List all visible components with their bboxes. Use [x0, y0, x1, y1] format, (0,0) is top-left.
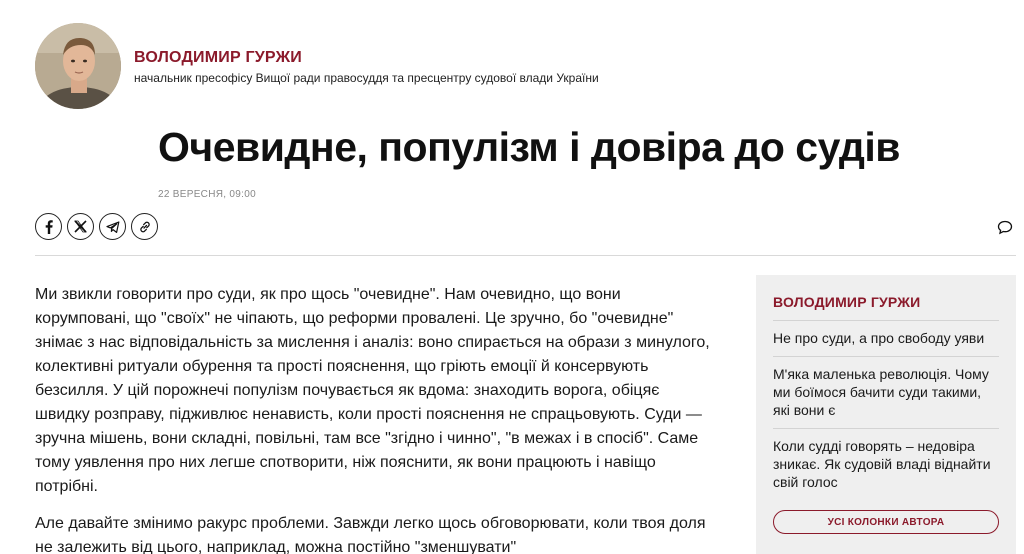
comments-icon[interactable]: [997, 220, 1013, 240]
author-name[interactable]: ВОЛОДИМИР ГУРЖИ: [134, 49, 302, 66]
share-buttons: [35, 213, 158, 240]
header-divider: [35, 255, 1016, 256]
article-title: Очевидне, популізм і довіра до судів: [158, 124, 900, 170]
share-facebook-button[interactable]: [35, 213, 62, 240]
share-x-button[interactable]: [67, 213, 94, 240]
x-icon: [74, 220, 87, 233]
sidebar-column-link[interactable]: Коли судді говорять – недовіра зникає. Як судовій владі віднайти свій голос: [773, 428, 999, 500]
share-telegram-button[interactable]: [99, 213, 126, 240]
sidebar-author-name[interactable]: ВОЛОДИМИР ГУРЖИ: [773, 294, 921, 310]
link-icon: [138, 220, 152, 234]
article-paragraph: Ми звикли говорити про суди, як про щось "очевидне". Нам очевидно, що вони корумповані, що "своїх" не чіпають, що реформи провалені. Це зручно, бо "очевидне" знімає з нас відповідальність за мислення і аналіз: воно спирається на образи з минулого, колективні ритуали обурення та прості пояснення, що гріють емоції й консервують безсилля. У цій порожнечі популізм почувається як вдома: знаходить ворога, обіцяє швидку розправу, підживлює ненависть, коли прості пояснення не спрацьовують. Суди — зручна мішень, вони складні, повільні, там все "згідно і чинно", "в межах і в спосіб". Саме тому уявлення про них легше спотворити, ніж пояснити, як вони працюють і навіщо потрібні.: [35, 286, 710, 495]
article-paragraph: Але давайте змінимо ракурс проблеми. Завжди легко щось обговорювати, коли твоя доля не залежить від цього, наприклад, можна постійно "зменшувати": [35, 515, 706, 554]
sidebar-column-link[interactable]: М'яка маленька революція. Чому ми боїмося бачити суди такими, які вони є: [773, 356, 999, 428]
author-columns-sidebar: [756, 275, 1016, 554]
all-author-columns-button[interactable]: УСІ КОЛОНКИ АВТОРА: [773, 510, 999, 534]
telegram-icon: [106, 220, 120, 234]
sidebar-column-link[interactable]: Не про суди, а про свободу уяви: [773, 320, 999, 356]
article-body: [35, 283, 715, 554]
facebook-icon: [42, 220, 56, 234]
article-date: 22 ВЕРЕСНЯ, 09:00: [158, 189, 256, 200]
copy-link-button[interactable]: [131, 213, 158, 240]
author-role: начальник пресофісу Вищої ради правосуддя та пресцентру судової влади України: [134, 71, 599, 85]
author-avatar[interactable]: [35, 23, 121, 109]
